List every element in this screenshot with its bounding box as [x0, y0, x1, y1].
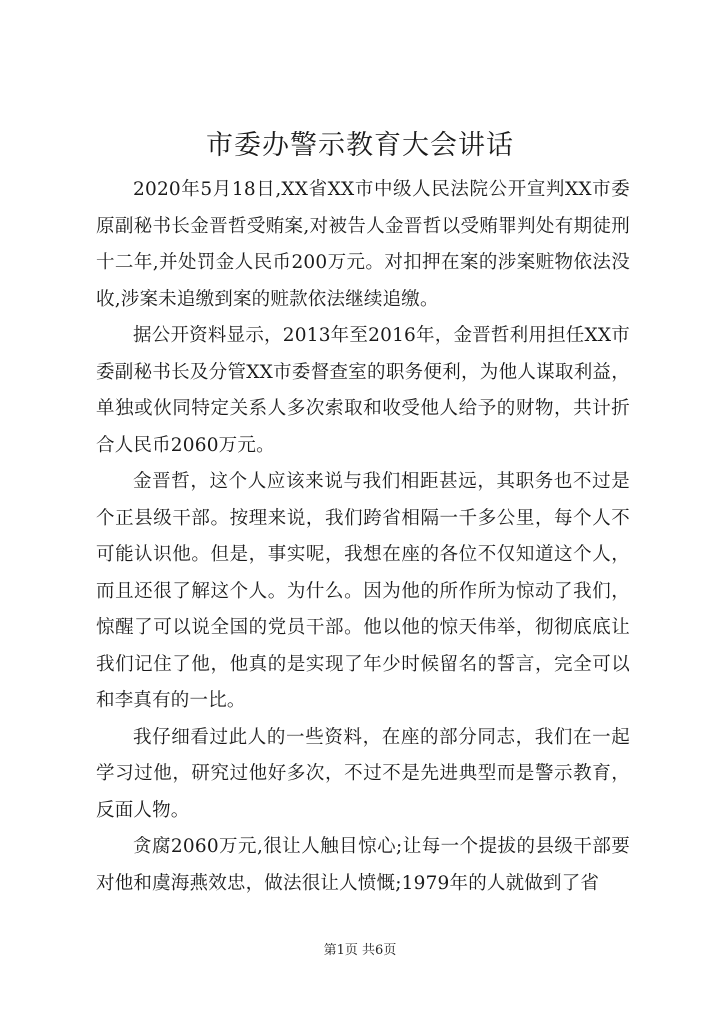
paragraph-corruption: 贪腐2060万元,很让人触目惊心;让每一个提拔的县级干部要对他和虞海燕效忠，做法很让人愤慨;1979年的人就做到了省 [96, 836, 630, 894]
document-title: 市委办警示教育大会讲话 [206, 130, 514, 161]
paragraph-public-info: 据公开资料显示，2013年至2016年，金晋哲利用担任XX市委副秘书长及分管XX市委督查室的职务便利，为他人谋取利益，单独或伙同特定关系人多次索取和收受他人给予的财物，共计折合人民币2060万元。 [96, 325, 630, 456]
paragraph-study: 我仔细看过此人的一些资料，在座的部分同志，我们在一起学习过他，研究过他好多次，不过不是先进典型而是警示教育，反面人物。 [96, 726, 630, 821]
page-footer: 第1页 共6页 [323, 943, 397, 958]
paragraph-about-person: 金晋哲，这个人应该来说与我们相距甚远，其职务也不过是个正县级干部。按理来说，我们跨省相隔一千多公里，每个人不可能认识他。但是，事实呢，我想在座的各位不仅知道这个人，而且还很了解这个人。为什么。因为他的所作所为惊动了我们，惊醒了可以说全国的党员干部。他以他的惊天伟举，彻彻底底让我们记住了他，他真的是实现了年少时候留名的誓言，完全可以和李真有的一比。 [96, 471, 630, 711]
paragraph-verdict: 2020年5月18日,XX省XX市中级人民法院公开宣判XX市委原副秘书长金晋哲受贿案,对被告人金晋哲以受贿罪判处有期徒刑十二年,并处罚金人民币200万元。对扣押在案的涉案赃物依法没收,涉案未追缴到案的赃款依法继续追缴。 [96, 179, 630, 310]
document-body [96, 172, 630, 902]
